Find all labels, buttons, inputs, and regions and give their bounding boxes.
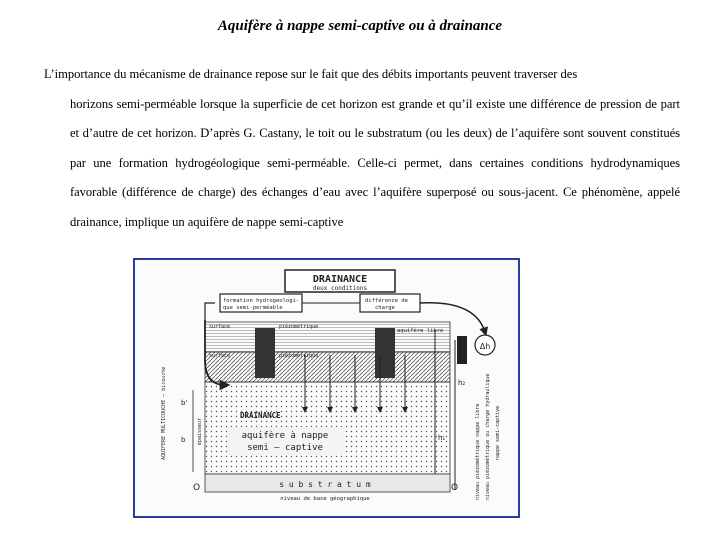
surface-label-1: surface: [209, 324, 231, 330]
aquifer-label-1: aquifère à nappe: [241, 431, 329, 441]
zero-left-label: O: [193, 483, 201, 493]
epaisseur-label: épaisseur: [197, 417, 203, 445]
h2-label: h₂: [458, 379, 466, 387]
condition-left-leader: [205, 303, 215, 320]
semi-permeable-layer: [205, 352, 450, 382]
niveau-charge-label: niveau piézométrique ou charge hydraulique: [485, 373, 491, 500]
multicouche-label: AQUIFERE MULTICOUCHE – bicouche: [161, 366, 167, 460]
piezometer-left: [255, 328, 275, 378]
aquifer-label-2: semi – captive: [247, 443, 323, 453]
zero-right-label: O: [451, 483, 459, 493]
b-prime-label: b': [181, 399, 188, 407]
condition-left-line2: que semi-perméable: [223, 305, 283, 311]
drainance-diagram: [133, 258, 520, 518]
b-label: b: [181, 436, 186, 444]
paragraph-first-line: L’importance du mécanisme de drainance repose sur le fait que des débits importants peuvent traverser des: [44, 67, 578, 81]
aquifere-libre-label: aquifère libre: [397, 328, 444, 334]
diagram-canvas: [135, 260, 518, 516]
page-title: Aquifère à nappe semi-captive ou à drainance: [217, 18, 503, 34]
subheader-label: deux conditions: [312, 285, 368, 292]
piezo-label-1: piézométrique: [279, 324, 319, 330]
niveau-base-label: niveau de base géographique: [280, 496, 370, 502]
piezometer-mid: [375, 328, 395, 378]
upper-layer: [205, 322, 450, 352]
substratum-label: s u b s t r a t u m: [279, 480, 371, 489]
delta-h-bar: [457, 336, 467, 364]
drainance-flow-label: DRAINANCE: [240, 411, 281, 420]
surface-label-2: surface: [209, 353, 231, 359]
niveau-captive-label: nappe semi-captive: [495, 405, 501, 460]
piezo-label-2: piézométrique: [279, 353, 319, 359]
body-paragraph: [44, 60, 680, 237]
condition-right-line2: charge: [375, 305, 395, 311]
niveau-libre-label: niveau piézométrique nappe libre: [475, 403, 481, 500]
delta-h-label: Δh: [479, 342, 491, 351]
condition-left-line1: formation hydrogéologi-: [223, 298, 300, 304]
header-label: DRAINANCE: [312, 274, 368, 285]
condition-right-line1: différence de: [365, 298, 409, 304]
paragraph-continuation: horizons semi-perméable lorsque la superficie de cet horizon est grande et qu’il existe une différence de pression de part et d’autre de cet horizon. D’après G. Castany, le toit ou le substratum (ou les deux) de l’aquifère sont souvent constitués par une formation hydrogéologique semi-perméable. Celle-ci permet, dans certaines conditions hydrodynamiques favorable (différence de charge) des échanges d’eau avec l’aquifère superposé ou sous-jacent. Ce phénomène, appelé drainance, implique un aquifère de nappe semi-captive: [70, 96, 680, 229]
